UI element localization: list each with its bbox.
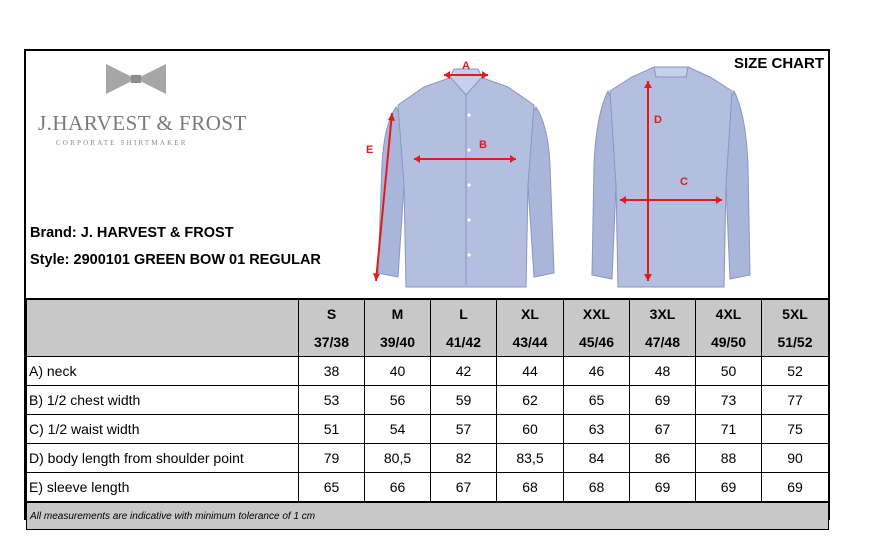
- measurement-value: 69: [762, 473, 829, 503]
- measurement-value: 67: [630, 415, 696, 444]
- collar-size-header: 49/50: [696, 328, 762, 357]
- size-chart-title: SIZE CHART: [734, 55, 824, 72]
- table-row: [27, 357, 829, 386]
- collar-size-header: 51/52: [762, 328, 829, 357]
- size-letter-header: S: [299, 299, 365, 328]
- measurement-value: 50: [696, 357, 762, 386]
- measurement-value: 71: [696, 415, 762, 444]
- measurement-value: 66: [365, 473, 431, 503]
- measurement-value: 56: [365, 386, 431, 415]
- size-header-row: [27, 299, 829, 328]
- size-chart-sheet: [24, 49, 830, 520]
- collar-size-header: 43/44: [497, 328, 564, 357]
- brand-line: Brand: J. HARVEST & FROST: [30, 225, 234, 241]
- measurement-value: 38: [299, 357, 365, 386]
- measurement-label: A) neck: [27, 357, 299, 386]
- measurement-value: 83,5: [497, 444, 564, 473]
- logo-brand-name: J.HARVEST & FROST: [38, 111, 247, 135]
- brand-logo: [34, 59, 247, 149]
- measurement-value: 80,5: [365, 444, 431, 473]
- footnote-row: [27, 502, 829, 530]
- measurement-value: 63: [564, 415, 630, 444]
- measurement-value: 69: [696, 473, 762, 503]
- size-letter-header: M: [365, 299, 431, 328]
- measurement-value: 79: [299, 444, 365, 473]
- collar-size-header: 41/42: [431, 328, 497, 357]
- size-letter-header: L: [431, 299, 497, 328]
- size-letter-header: 3XL: [630, 299, 696, 328]
- measurement-value: 62: [497, 386, 564, 415]
- measurement-value: 59: [431, 386, 497, 415]
- table-row: [27, 473, 829, 503]
- measurement-value: 69: [630, 386, 696, 415]
- measurement-value: 77: [762, 386, 829, 415]
- measurement-value: 44: [497, 357, 564, 386]
- measurement-value: 73: [696, 386, 762, 415]
- measurement-label: C) 1/2 waist width: [27, 415, 299, 444]
- size-letter-header: XL: [497, 299, 564, 328]
- measurement-value: 60: [497, 415, 564, 444]
- measurement-value: 75: [762, 415, 829, 444]
- label-e: E: [366, 144, 374, 156]
- measurement-value: 46: [564, 357, 630, 386]
- size-letter-header: 5XL: [762, 299, 829, 328]
- header-blank-cell: [27, 299, 299, 357]
- measurement-value: 57: [431, 415, 497, 444]
- shirt-front-diagram: [366, 55, 566, 295]
- table-row: [27, 444, 829, 473]
- measurement-value: 68: [564, 473, 630, 503]
- measurement-value: 90: [762, 444, 829, 473]
- size-letter-header: XXL: [564, 299, 630, 328]
- style-line: Style: 2900101 GREEN BOW 01 REGULAR: [30, 252, 321, 268]
- label-d: D: [654, 114, 662, 126]
- collar-size-header: 47/48: [630, 328, 696, 357]
- measurement-value: 40: [365, 357, 431, 386]
- label-b: B: [479, 139, 487, 151]
- measurement-value: 88: [696, 444, 762, 473]
- measurement-label: B) 1/2 chest width: [27, 386, 299, 415]
- measurement-value: 52: [762, 357, 829, 386]
- measurement-value: 67: [431, 473, 497, 503]
- measurement-value: 84: [564, 444, 630, 473]
- collar-size-header: 37/38: [299, 328, 365, 357]
- collar-size-header: 39/40: [365, 328, 431, 357]
- table-row: [27, 415, 829, 444]
- footnote: All measurements are indicative with minimum tolerance of 1 cm: [27, 502, 829, 530]
- size-table: [26, 298, 829, 530]
- logo-tagline: CORPORATE SHIRTMAKER: [56, 139, 188, 147]
- table-row: [27, 386, 829, 415]
- size-letter-header: 4XL: [696, 299, 762, 328]
- bow-tie-icon: [104, 61, 168, 97]
- shirt-back-diagram: [586, 55, 756, 295]
- collar-size-header: 45/46: [564, 328, 630, 357]
- measurement-value: 65: [299, 473, 365, 503]
- measurement-value: 53: [299, 386, 365, 415]
- measurement-value: 82: [431, 444, 497, 473]
- measurement-value: 54: [365, 415, 431, 444]
- measurement-value: 86: [630, 444, 696, 473]
- measurement-label: E) sleeve length: [27, 473, 299, 503]
- measurement-label: D) body length from shoulder point: [27, 444, 299, 473]
- label-c: C: [680, 176, 688, 188]
- measurement-value: 68: [497, 473, 564, 503]
- measurement-value: 48: [630, 357, 696, 386]
- measurement-value: 65: [564, 386, 630, 415]
- label-a: A: [462, 60, 470, 72]
- measurement-value: 69: [630, 473, 696, 503]
- measurement-value: 42: [431, 357, 497, 386]
- measurement-value: 51: [299, 415, 365, 444]
